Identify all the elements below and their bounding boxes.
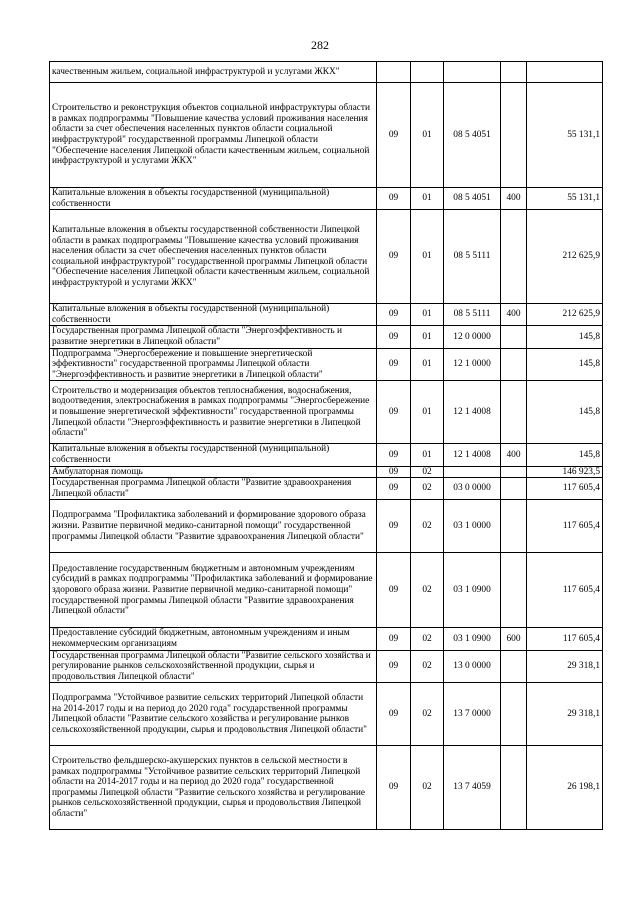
sum-cell: 26 198,1 xyxy=(527,746,603,830)
vr-cell xyxy=(501,478,527,500)
sum-cell: 212 625,9 xyxy=(527,304,603,326)
vr-cell xyxy=(501,83,527,188)
cs-cell: 13 7 0000 xyxy=(444,683,501,746)
cs-cell: 08 5 5111 xyxy=(444,210,501,304)
cs-cell: 08 5 4051 xyxy=(444,83,501,188)
table-row xyxy=(50,478,603,500)
sum-cell: 145,8 xyxy=(527,381,603,444)
sum-cell: 29 318,1 xyxy=(527,650,603,683)
sum-cell: 29 318,1 xyxy=(527,683,603,746)
row-name-cell: Подпрограмма "Профилактика заболеваний и формирование здорового образа жизни. Развитие первичной медико-санитарной помощи" государственной программы Липецкой области "Развитие здравоохранения Липецкой области" xyxy=(50,500,377,553)
sum-cell: 212 625,9 xyxy=(527,210,603,304)
rz-cell: 09 xyxy=(377,210,411,304)
row-name-cell: Строительство фельдшерско-акушерских пунктов в сельской местности в рамках подпрограммы "Устойчивое развитие сельских территорий Липецкой области на 2014-2017 годы и на период до 2020 года" государственной программы Липецкой области "Развитие сельского хозяйства и регулирование рынков сельскохозяйственной продукции, сырья и продовольствия Липецкой области" xyxy=(50,746,377,830)
vr-cell: 600 xyxy=(501,628,527,650)
pr-cell: 01 xyxy=(411,188,444,210)
row-name-cell: Государственная программа Липецкой области "Развитие сельского хозяйства и регулирование рынков сельскохозяйственной продукции, сырья и продовольствия Липецкой области" xyxy=(50,650,377,683)
table-row xyxy=(50,466,603,478)
pr-cell xyxy=(411,62,444,83)
vr-cell xyxy=(501,683,527,746)
sum-cell: 55 131,1 xyxy=(527,188,603,210)
vr-cell xyxy=(501,466,527,478)
pr-cell: 02 xyxy=(411,746,444,830)
rz-cell: 09 xyxy=(377,381,411,444)
row-name-cell: Капитальные вложения в объекты государственной (муниципальной) собственности xyxy=(50,444,377,466)
sum-cell: 117 605,4 xyxy=(527,500,603,553)
vr-cell xyxy=(501,326,527,348)
row-name-cell: Предоставление государственным бюджетным и автономным учреждениям субсидий в рамках подпрограммы "Профилактика заболеваний и формирование здорового образа жизни. Развитие первичной медико-санитарной помощи" государственной программы Липецкой области "Развитие здравоохранения Липецкой области" xyxy=(50,553,377,628)
table-row xyxy=(50,683,603,746)
row-name-cell: Капитальные вложения в объекты государственной собственности Липецкой области в рамках подпрограммы "Повышение качества условий проживания населения области за счет обеспечения населенных пунктов области социальной инфраструктурой" государственной программы Липецкой области "Обеспечение населения Липецкой области качественным жильем, социальной инфраструктурой и услугами ЖКХ" xyxy=(50,210,377,304)
table-row xyxy=(50,348,603,381)
vr-cell: 400 xyxy=(501,444,527,466)
vr-cell xyxy=(501,650,527,683)
pr-cell: 01 xyxy=(411,304,444,326)
pr-cell: 02 xyxy=(411,628,444,650)
table-row xyxy=(50,188,603,210)
vr-cell xyxy=(501,500,527,553)
table-row xyxy=(50,650,603,683)
sum-cell: 145,8 xyxy=(527,444,603,466)
vr-cell xyxy=(501,381,527,444)
vr-cell xyxy=(501,553,527,628)
row-name-cell: Государственная программа Липецкой области "Развитие здравоохранения Липецкой области" xyxy=(50,478,377,500)
table-row xyxy=(50,326,603,348)
cs-cell: 03 0 0000 xyxy=(444,478,501,500)
pr-cell: 01 xyxy=(411,83,444,188)
cs-cell: 08 5 4051 xyxy=(444,188,501,210)
pr-cell: 01 xyxy=(411,381,444,444)
table-row xyxy=(50,210,603,304)
table-row xyxy=(50,553,603,628)
rz-cell: 09 xyxy=(377,326,411,348)
sum-cell: 117 605,4 xyxy=(527,478,603,500)
cs-cell: 13 7 4059 xyxy=(444,746,501,830)
sum-cell xyxy=(527,62,603,83)
table-row xyxy=(50,444,603,466)
cs-cell: 03 1 0000 xyxy=(444,500,501,553)
table-row xyxy=(50,381,603,444)
rz-cell: 09 xyxy=(377,83,411,188)
page-number: 282 xyxy=(311,38,329,52)
cs-cell xyxy=(444,466,501,478)
rz-cell: 09 xyxy=(377,628,411,650)
cs-cell: 12 1 0000 xyxy=(444,348,501,381)
row-name-cell: Амбулаторная помощь xyxy=(50,466,377,478)
cs-cell xyxy=(444,62,501,83)
row-name-cell: Капитальные вложения в объекты государственной (муниципальной) собственности xyxy=(50,188,377,210)
pr-cell: 02 xyxy=(411,478,444,500)
rz-cell: 09 xyxy=(377,500,411,553)
row-name-cell: Подпрограмма "Энергосбережение и повышение энергетической эффективности" государственной программы Липецкой области "Энергоэффективность и развитие энергетики в Липецкой области" xyxy=(50,348,377,381)
cs-cell: 12 0 0000 xyxy=(444,326,501,348)
table-row xyxy=(50,628,603,650)
rz-cell: 09 xyxy=(377,304,411,326)
sum-cell: 145,8 xyxy=(527,326,603,348)
pr-cell: 01 xyxy=(411,348,444,381)
sum-cell: 146 923,5 xyxy=(527,466,603,478)
row-name-cell: Капитальные вложения в объекты государственной (муниципальной) собственности xyxy=(50,304,377,326)
pr-cell: 01 xyxy=(411,326,444,348)
table-row xyxy=(50,746,603,830)
cs-cell: 12 1 4008 xyxy=(444,381,501,444)
cs-cell: 12 1 4008 xyxy=(444,444,501,466)
pr-cell: 01 xyxy=(411,210,444,304)
row-name-cell: Государственная программа Липецкой области "Энергоэффективность и развитие энергетики в Липецкой области" xyxy=(50,326,377,348)
rz-cell: 09 xyxy=(377,553,411,628)
rz-cell: 09 xyxy=(377,650,411,683)
rz-cell xyxy=(377,62,411,83)
rz-cell: 09 xyxy=(377,466,411,478)
rz-cell: 09 xyxy=(377,348,411,381)
vr-cell xyxy=(501,62,527,83)
pr-cell: 01 xyxy=(411,444,444,466)
table-row xyxy=(50,83,603,188)
rz-cell: 09 xyxy=(377,478,411,500)
table-row xyxy=(50,500,603,553)
row-name-cell: Подпрограмма "Устойчивое развитие сельских территорий Липецкой области на 2014-2017 годы и на период до 2020 года" государственной программы Липецкой области "Развитие сельского хозяйства и регулирование рынков сельскохозяйственной продукции, сырья и продовольствия Липецкой области" xyxy=(50,683,377,746)
budget-table-body xyxy=(50,62,603,830)
pr-cell: 02 xyxy=(411,466,444,478)
budget-table xyxy=(49,61,603,830)
sum-cell: 55 131,1 xyxy=(527,83,603,188)
rz-cell: 09 xyxy=(377,444,411,466)
cs-cell: 03 1 0900 xyxy=(444,553,501,628)
pr-cell: 02 xyxy=(411,683,444,746)
cs-cell: 03 1 0900 xyxy=(444,628,501,650)
row-name-cell: Строительство и модернизация объектов теплоснабжения, водоснабжения, водоотведения, электроснабжения в рамках подпрограммы "Энергосбережение и повышение энергетической эффективности" государственной программы Липецкой области "Энергоэффективность и развитие энергетики в Липецкой области" xyxy=(50,381,377,444)
sum-cell: 117 605,4 xyxy=(527,628,603,650)
vr-cell: 400 xyxy=(501,304,527,326)
rz-cell: 09 xyxy=(377,683,411,746)
row-name-cell: Строительство и реконструкция объектов социальной инфраструктуры области в рамках подпрограммы "Повышение качества условий проживания населения области за счет обеспечения населенных пунктов области социальной инфраструктурой" государственной программы Липецкой области "Обеспечение населения Липецкой области качественным жильем, социальной инфраструктурой и услугами ЖКХ" xyxy=(50,83,377,188)
pr-cell: 02 xyxy=(411,500,444,553)
table-row xyxy=(50,62,603,83)
row-name-cell: Предоставление субсидий бюджетным, автономным учреждениям и иным некоммерческим организациям xyxy=(50,628,377,650)
vr-cell xyxy=(501,348,527,381)
cs-cell: 08 5 5111 xyxy=(444,304,501,326)
vr-cell xyxy=(501,746,527,830)
rz-cell: 09 xyxy=(377,746,411,830)
sum-cell: 145,8 xyxy=(527,348,603,381)
vr-cell xyxy=(501,210,527,304)
table-row xyxy=(50,304,603,326)
vr-cell: 400 xyxy=(501,188,527,210)
rz-cell: 09 xyxy=(377,188,411,210)
pr-cell: 02 xyxy=(411,650,444,683)
sum-cell: 117 605,4 xyxy=(527,553,603,628)
cs-cell: 13 0 0000 xyxy=(444,650,501,683)
pr-cell: 02 xyxy=(411,553,444,628)
row-name-cell: качественным жильем, социальной инфраструктурой и услугами ЖКХ" xyxy=(50,62,377,83)
